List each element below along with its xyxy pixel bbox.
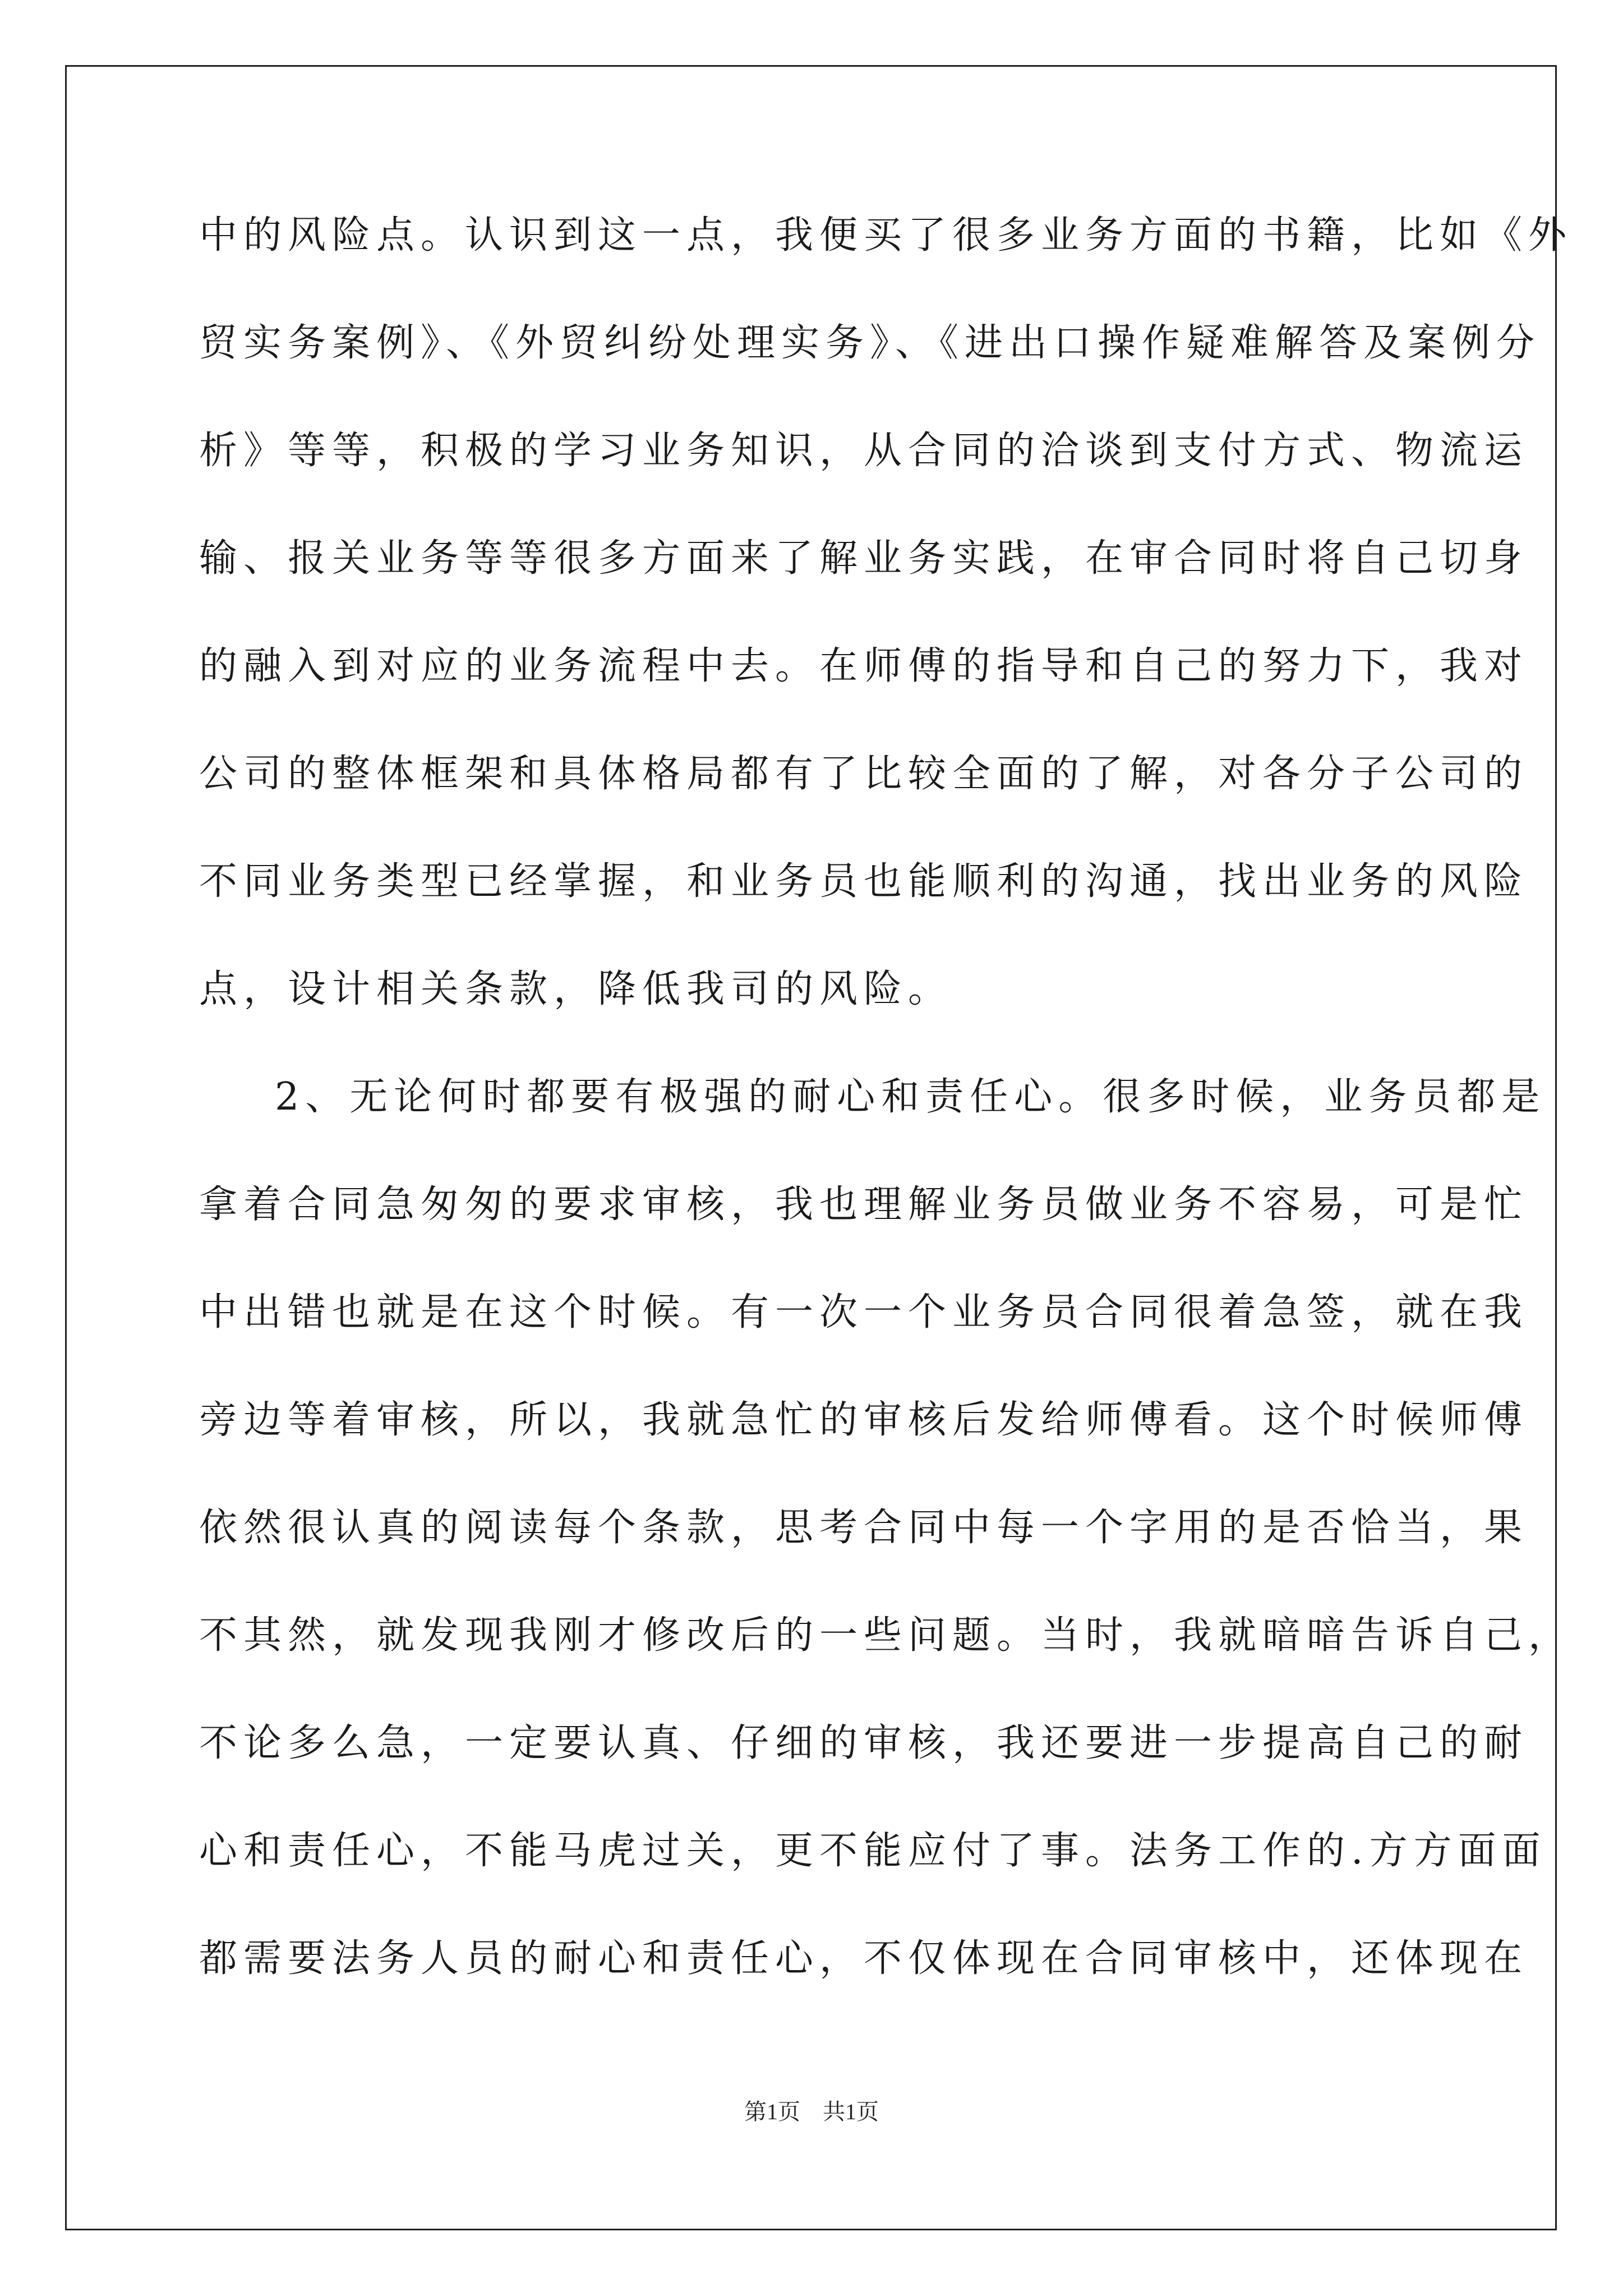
text-line: 拿着合同急匆匆的要求审核，我也理解业务员做业务不容易，可是忙 (199, 1182, 1529, 1227)
text-line: 依然很认真的阅读每个条款，思考合同中每一个字用的是否恰当，果 (199, 1506, 1529, 1550)
text-line: 都需要法务人员的耐心和责任心，不仅体现在合同审核中，还体现在 (199, 1936, 1529, 1981)
text-line: 心和责任心，不能马虎过关，更不能应付了事。法务工作的.方方面面 (199, 1829, 1547, 1873)
text-line: 公司的整体框架和具体格局都有了比较全面的了解，对各分子公司的 (199, 752, 1529, 796)
page-number-footer: 第1页 共1页 (744, 2099, 879, 2124)
text-line: 输、报关业务等等很多方面来了解业务实践，在审合同时将自己切身 (199, 536, 1529, 581)
text-line: 不论多么急，一定要认真、仔细的审核，我还要进一步提高自己的耐 (199, 1721, 1529, 1765)
text-line: 点，设计相关条款，降低我司的风险。 (199, 967, 953, 1011)
page-border (65, 65, 1557, 2230)
text-line: 不其然，就发现我刚才修改后的一些问题。当时，我就暗暗告诉自己， (199, 1613, 1573, 1658)
text-line: 析》等等，积极的学习业务知识，从合同的洽谈到支付方式、物流运 (199, 429, 1529, 473)
text-line: 的融入到对应的业务流程中去。在师傅的指导和自己的努力下，我对 (199, 644, 1529, 688)
text-line: 贸实务案例》、《外贸纠纷处理实务》、《进出口操作疑难解答及案例分 (199, 321, 1541, 365)
text-line: 旁边等着审核，所以，我就急忙的审核后发给师傅看。这个时候师傅 (199, 1398, 1529, 1442)
text-line: 中的风险点。认识到这一点，我便买了很多业务方面的书籍，比如《外 (199, 213, 1573, 257)
text-line: 中出错也就是在这个时候。有一次一个业务员合同很着急签，就在我 (199, 1290, 1529, 1335)
text-line: 不同业务类型已经掌握，和业务员也能顺利的沟通，找出业务的风险 (199, 859, 1529, 904)
paragraph-first-line: 2、无论何时都要有极强的耐心和责任心。很多时候，业务员都是 (275, 1075, 1546, 1119)
